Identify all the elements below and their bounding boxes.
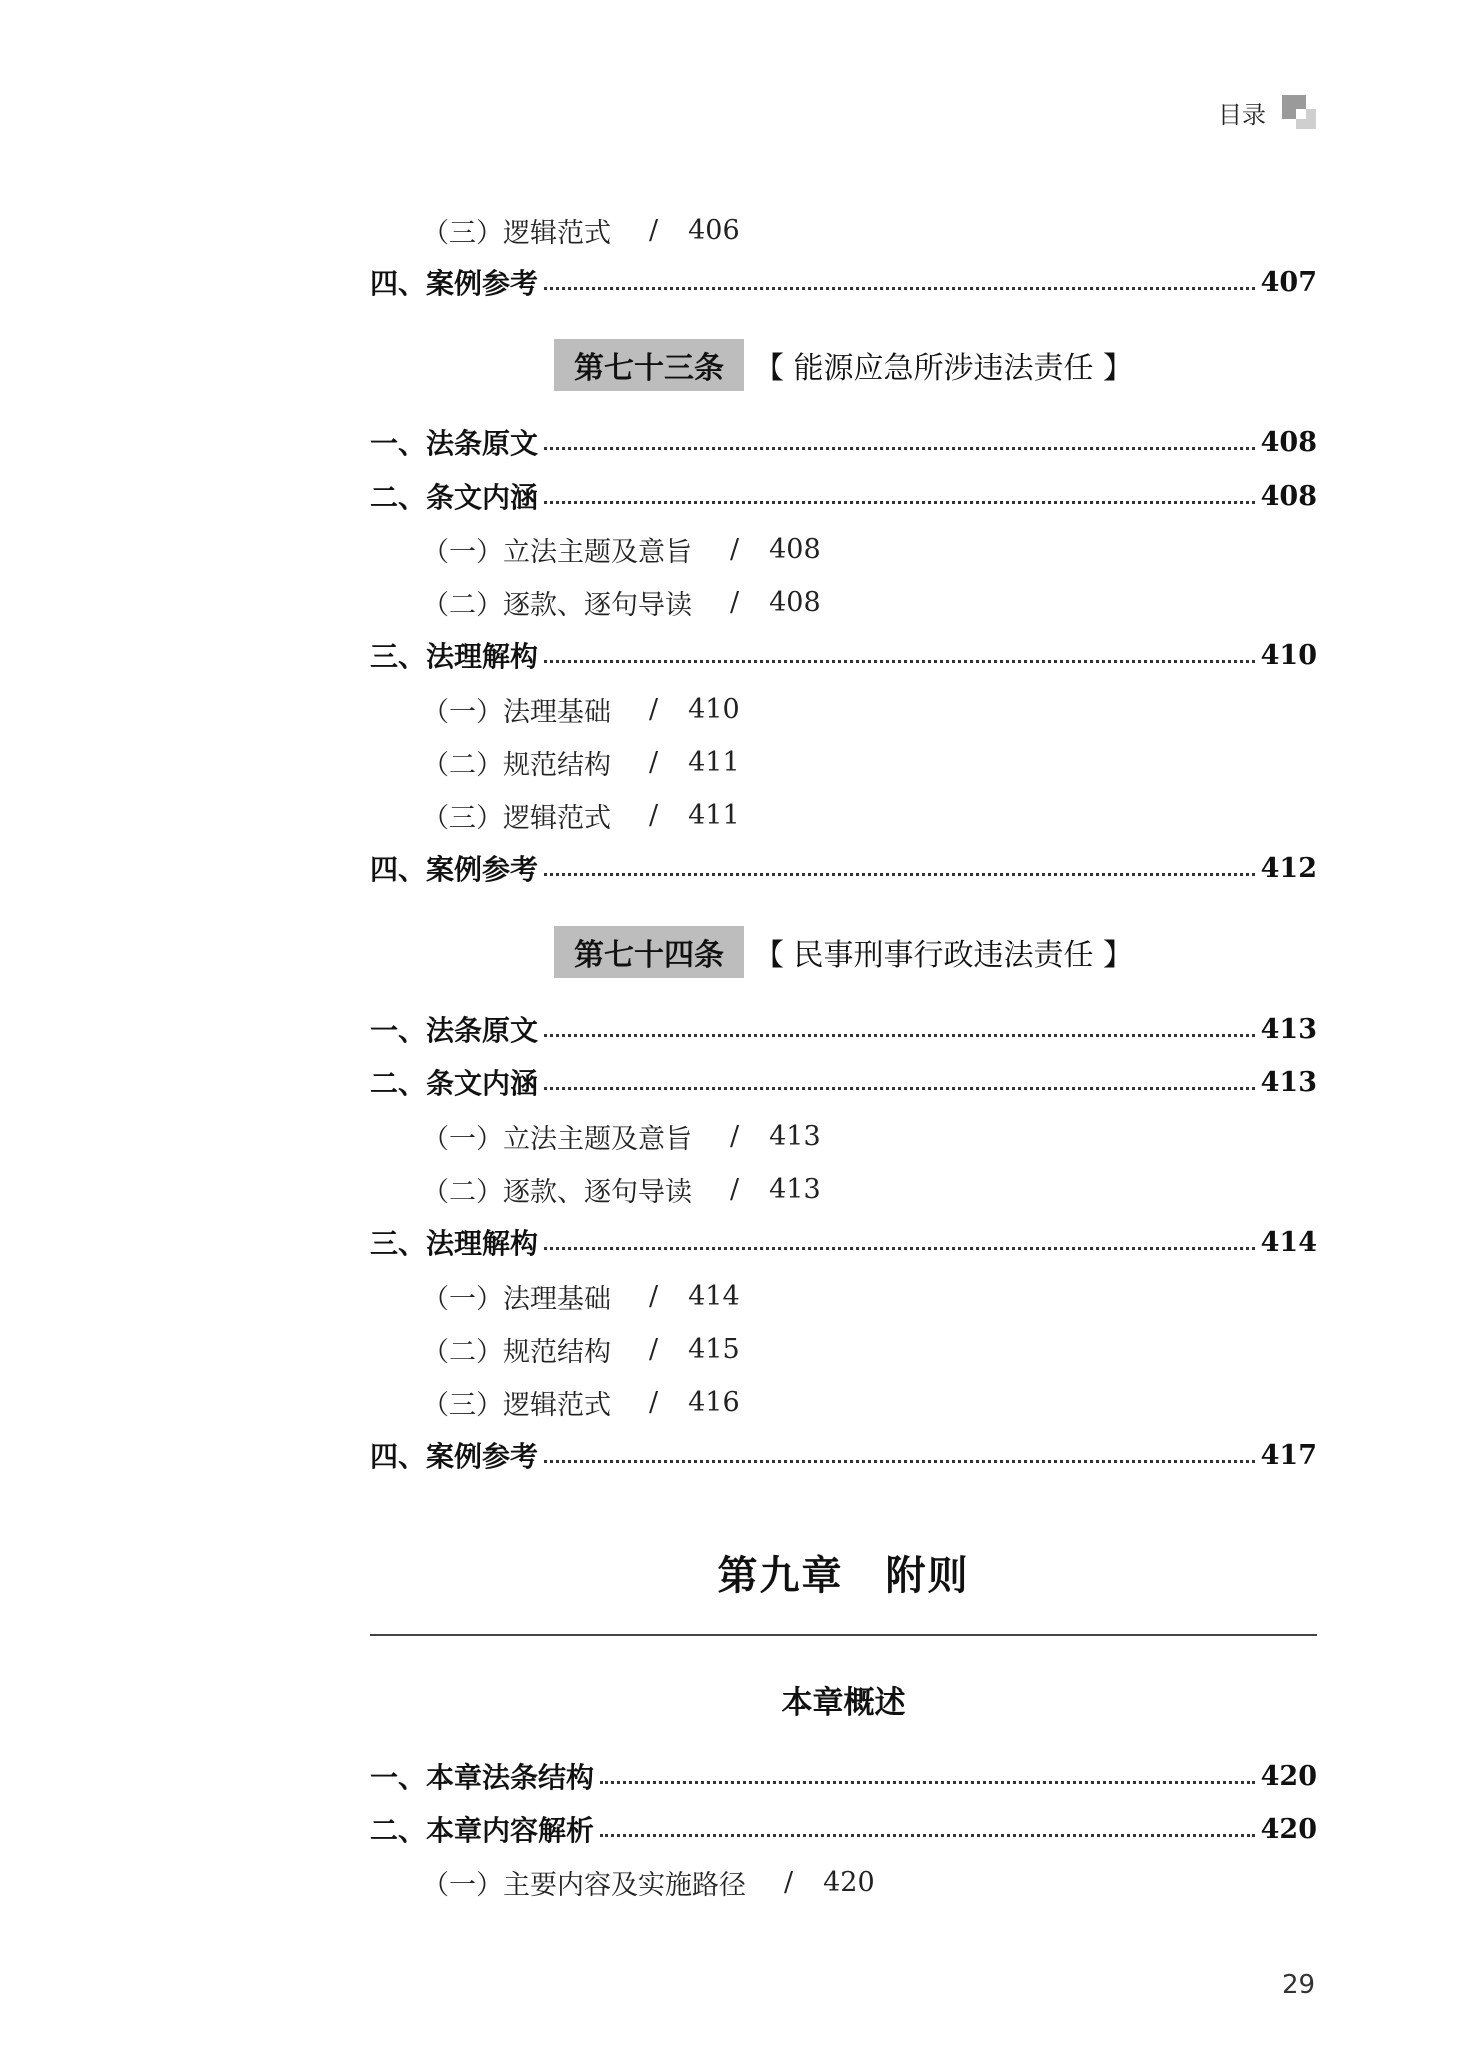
article-title: 【 能源应急所涉违法责任 】 [753, 351, 1134, 386]
toc-entry[interactable] [370, 476, 1317, 516]
chapter-heading: 第九章 附则 [717, 1552, 970, 1599]
toc-entry-label: 三、法理解构 [370, 640, 539, 673]
toc-entry-page: 420 [1260, 1813, 1317, 1845]
toc-subentry-separator: / [730, 1120, 740, 1152]
toc-subentry-page: 406 [688, 214, 740, 246]
toc-entry[interactable] [370, 262, 1317, 302]
page-number: 29 [1282, 1970, 1316, 2000]
toc-entry[interactable] [370, 1435, 1317, 1475]
article-heading-73 [370, 340, 1317, 390]
article-number: 第七十四条 [554, 926, 744, 978]
toc-subentry-page: 411 [688, 799, 740, 831]
header-square-icon [1282, 95, 1316, 129]
toc-subentry[interactable] [422, 795, 740, 835]
toc-subentry[interactable] [422, 210, 740, 250]
toc-subentry-page: 414 [688, 1280, 740, 1312]
toc-entry-label: 四、案例参考 [370, 853, 539, 886]
toc-entry-label: 三、法理解构 [370, 1227, 539, 1260]
toc-subentry-page: 411 [688, 746, 740, 778]
toc-entry[interactable] [370, 1009, 1317, 1049]
toc-entry-label: 二、条文内涵 [370, 1067, 539, 1100]
header-title: 目录 [1218, 100, 1266, 129]
toc-subentry-label: （二）逐款、逐句导读 [422, 1176, 692, 1208]
toc-leader-dots [544, 1247, 1255, 1250]
toc-subentry-separator: / [730, 1173, 740, 1205]
toc-subentry-separator: / [730, 586, 740, 618]
toc-entry-label: 一、本章法条结构 [370, 1761, 595, 1794]
toc-entry-label: 一、法条原文 [370, 427, 539, 460]
toc-subentry-separator: / [649, 1333, 659, 1365]
toc-subentry-page: 420 [823, 1866, 875, 1898]
toc-subentry-label: （二）规范结构 [422, 749, 611, 781]
toc-entry[interactable] [370, 848, 1317, 888]
toc-leader-dots [544, 660, 1255, 663]
toc-leader-dots [544, 873, 1255, 876]
toc-entry-label: 四、案例参考 [370, 267, 539, 300]
toc-subentry-label: （一）法理基础 [422, 1283, 611, 1315]
toc-subentry[interactable] [422, 529, 821, 569]
toc-leader-dots [600, 1781, 1255, 1784]
toc-entry-label: 四、案例参考 [370, 1440, 539, 1473]
toc-entry-label: 二、本章内容解析 [370, 1814, 595, 1847]
toc-subentry[interactable] [422, 582, 821, 622]
article-heading-74 [370, 927, 1317, 977]
toc-entry[interactable] [370, 1222, 1317, 1262]
toc-subentry-label: （二）规范结构 [422, 1336, 611, 1368]
toc-subentry-page: 410 [688, 693, 740, 725]
toc-leader-dots [544, 1460, 1255, 1463]
toc-subentry[interactable] [422, 1169, 821, 1209]
toc-entry-page: 413 [1260, 1066, 1317, 1098]
toc-entry-page: 417 [1260, 1439, 1317, 1471]
toc-subentry-separator: / [649, 693, 659, 725]
toc-entry-page: 408 [1260, 426, 1317, 458]
toc-leader-dots [544, 447, 1255, 450]
toc-subentry-label: （三）逻辑范式 [422, 1389, 611, 1421]
toc-subentry-separator: / [649, 214, 659, 246]
toc-subentry-page: 408 [769, 586, 821, 618]
toc-subentry-page: 416 [688, 1386, 740, 1418]
toc-subentry[interactable] [422, 1382, 740, 1422]
chapter-overview-heading: 本章概述 [781, 1684, 906, 1721]
toc-entry-page: 407 [1260, 266, 1317, 298]
toc-entry[interactable] [370, 422, 1317, 462]
toc-leader-dots [600, 1834, 1255, 1837]
toc-subentry-separator: / [730, 533, 740, 565]
toc-subentry[interactable] [422, 1276, 740, 1316]
toc-leader-dots [544, 287, 1255, 290]
toc-leader-dots [544, 501, 1255, 504]
toc-subentry-page: 408 [769, 533, 821, 565]
toc-entry-label: 一、法条原文 [370, 1014, 539, 1047]
article-number: 第七十三条 [554, 339, 744, 391]
toc-subentry-label: （一）立法主题及意旨 [422, 1123, 692, 1155]
toc-entry[interactable] [370, 1809, 1317, 1849]
toc-entry[interactable] [370, 635, 1317, 675]
toc-leader-dots [544, 1034, 1255, 1037]
toc-subentry-page: 415 [688, 1333, 740, 1365]
toc-subentry-separator: / [649, 1386, 659, 1418]
toc-entry-page: 413 [1260, 1013, 1317, 1045]
toc-subentry-page: 413 [769, 1173, 821, 1205]
toc-subentry-label: （三）逻辑范式 [422, 217, 611, 249]
toc-entry-page: 414 [1260, 1226, 1317, 1258]
toc-subentry[interactable] [422, 689, 740, 729]
toc-entry-page: 410 [1260, 639, 1317, 671]
article-title: 【 民事刑事行政违法责任 】 [753, 938, 1134, 973]
toc-subentry-separator: / [649, 799, 659, 831]
toc-entry-label: 二、条文内涵 [370, 481, 539, 514]
toc-leader-dots [544, 1087, 1255, 1090]
toc-subentry[interactable] [422, 1329, 740, 1369]
toc-subentry[interactable] [422, 1116, 821, 1156]
toc-subentry[interactable] [422, 742, 740, 782]
toc-subentry-separator: / [784, 1866, 794, 1898]
running-header [1218, 92, 1316, 132]
toc-entry[interactable] [370, 1756, 1317, 1796]
toc-subentry-label: （二）逐款、逐句导读 [422, 589, 692, 621]
toc-subentry[interactable] [422, 1862, 875, 1902]
toc-subentry-label: （一）主要内容及实施路径 [422, 1869, 746, 1901]
toc-subentry-separator: / [649, 746, 659, 778]
toc-subentry-label: （三）逻辑范式 [422, 802, 611, 834]
toc-subentry-label: （一）立法主题及意旨 [422, 536, 692, 568]
toc-subentry-label: （一）法理基础 [422, 696, 611, 728]
toc-entry-page: 408 [1260, 480, 1317, 512]
toc-entry-page: 420 [1260, 1760, 1317, 1792]
toc-entry-page: 412 [1260, 852, 1317, 884]
toc-entry[interactable] [370, 1062, 1317, 1102]
chapter-divider [370, 1634, 1317, 1636]
toc-subentry-page: 413 [769, 1120, 821, 1152]
toc-subentry-separator: / [649, 1280, 659, 1312]
